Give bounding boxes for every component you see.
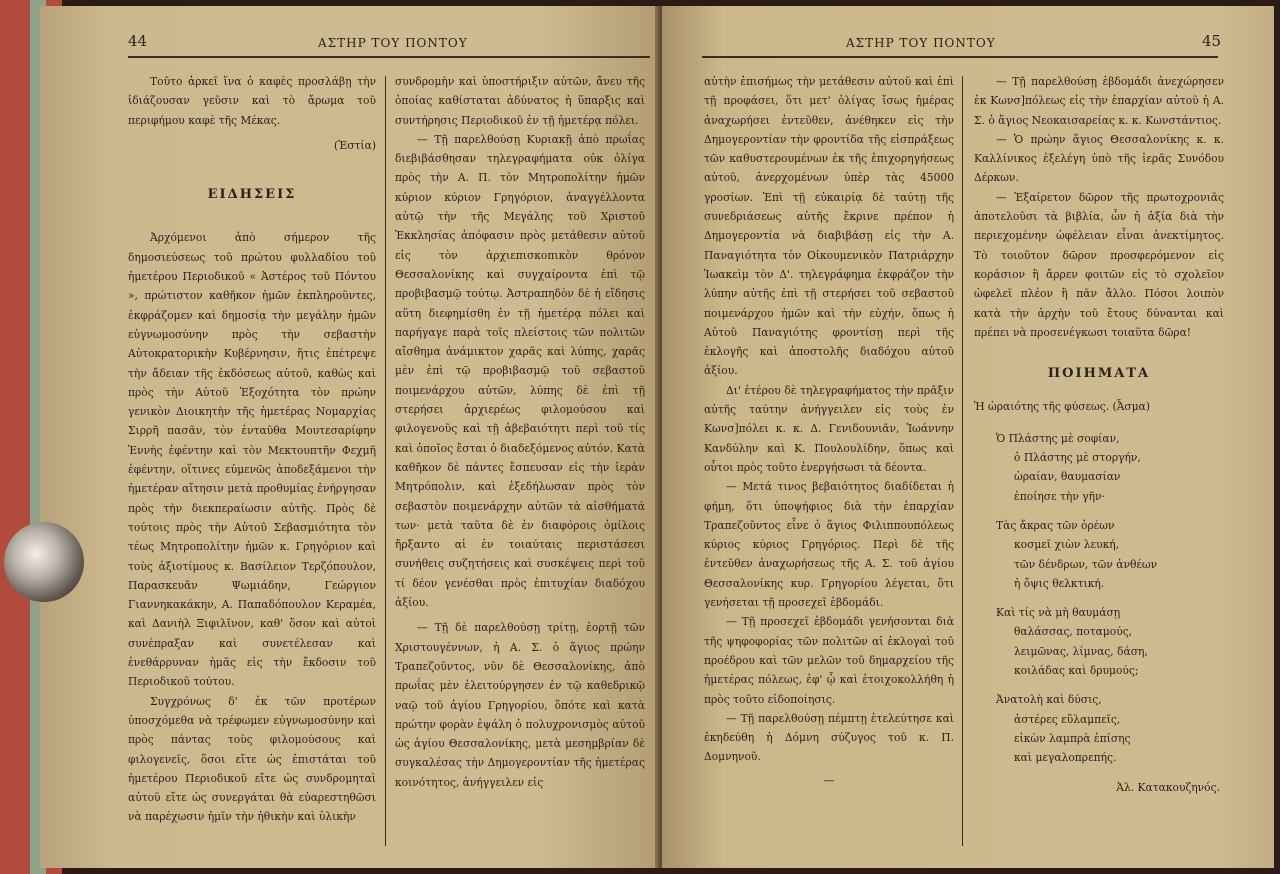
poem-line: εἰκὼν λαμπρὰ ἐπίσης — [1014, 731, 1131, 745]
stanza-gap — [974, 680, 1224, 690]
poem-line: θαλάσσας, ποταμούς, — [1014, 625, 1133, 639]
right-page — [662, 6, 1274, 868]
column-divider — [385, 76, 386, 846]
running-head: ΑΣΤΗΡ ΤΟΥ ΠΟΝΤΟΥ — [318, 36, 468, 50]
poem-line: κοιλάδας καὶ δρυμούς; — [1014, 664, 1139, 678]
poem-author: Ἀλ. Κατακουζηνός. — [1116, 780, 1220, 794]
column-left — [704, 72, 954, 790]
paragraph: — Ὁ πρώην ἅγιος Θεσσαλονίκης κ. κ. Καλλίνικος ἐξελέγη ὑπὸ τῆς ἱερᾶς Συνόδου Δέρκων. — [974, 132, 1224, 185]
end-dash: — — [823, 773, 835, 787]
poem-line: ὁ Πλάστης μὲ στοργήν, — [1014, 451, 1141, 465]
paragraph: — Τῇ παρελθούσῃ ἑβδομάδι ἀνεχώρησεν ἐκ Κωνσ]πόλεως εἰς τὴν ἐπαρχίαν αὐτοῦ ἡ Α. Σ. ὁ ἅγιος Νεοκαισαρείας κ. κ. Κωνστάντιος. — [974, 75, 1224, 127]
paragraph: αὐτὴν ἐπισήμως τὴν μετάθεσιν αὐτοῦ καὶ ἐπὶ τῇ προφάσει, ὅτι μετ' ὀλίγας ἴσως ἡμέρας ἀναχωρήσει ἐντεῦθεν, ἀνέθηκεν εἰς τὴν Δημογεροντίαν τὴν φροντίδα τῆς εἰσπράξεως τῶν καθυστερουμένων ἐκ τῆς ἐπιχορηγήσεως αὐτοῦ, ἀνερχομένων ὑπὲρ τὰς 45000 γροσίων. Ἐπὶ τῇ εὐκαιρίᾳ δὲ ταύτῃ τῆς συνεδριάσεως αὐτῆς ἔκρινε πρέπον ἡ Δημογεροντία νὰ διαβιβάσῃ εἰς τὴν Α. Παναγιότητα τὸν Οἰκουμενικὸν Πατριάρχην Ἰωακεὶμ τὸν Δ'. τηλεγράφημα ἐκφράζον τὴν λύπην αὐτῆς ἐπὶ τῇ στερήσει τοῦ σεβαστοῦ ποιμενάρχου ἡμῶν καὶ τὴν εὐχήν, ὅπως ἡ Αὐτοῦ Παναγιότης φροντίσῃ περὶ τῆς ἐκλογῆς καὶ ἀποστολῆς διαδόχου αὐτοῦ ἀξίου. — [704, 75, 954, 378]
section-heading: ΠΟΙΗΜΑΤΑ — [1047, 366, 1151, 382]
source-credit: (Ἑστία) — [334, 138, 376, 152]
paragraph: — Τῇ δὲ παρελθούσῃ τρίτῃ, ἑορτῇ τῶν Χριστουγέννων, ἡ Α. Σ. ὁ ἅγιος πρώην Τραπεζοῦντος, νῦν δὲ Θεσσαλονίκης, ἀπὸ πρωΐας μὲν ἐλειτούργησεν ἐν τῷ καθεδρικῷ ναῷ τοῦ ἁγίου Γρηγορίου, ὅπότε καὶ κατὰ πρώτην φορὰν ἐψάλη ὁ πολυχρονισμὸς αὐτοῦ ὡς ἁγίου Θεσσαλονίκης, μετὰ μεσημβρίαν δὲ συγκαλέσας τὴν Δημογεροντίαν τῆς ἡμετέρας κοινότητος, ἀνήγγειλεν εἰς — [395, 621, 645, 789]
paragraph: Τοῦτο ἀρκεῖ ἵνα ὁ καφὲς προσλάβῃ τὴν ἰδιάζουσαν γεῦσιν καὶ τὸ ἄρωμα τοῦ περιφήμου καφὲ τῆς Μέκας. — [128, 75, 376, 127]
paragraph: — Τῇ παρελθούσῃ πέμπτῃ ἐτελεύτησε καὶ ἐκηδεύθη ἡ Δόμνη σύζυγος τοῦ κ. Π. Δομνηνοῦ. — [704, 711, 954, 764]
poem-line: Τὰς ἄκρας τῶν ὀρέων — [996, 518, 1115, 532]
poem-title: Ἡ ὡραιότης τῆς φύσεως. (Ἆσμα) — [974, 400, 1151, 414]
paragraph: — Τῇ προσεχεῖ ἑβδομάδι γενήσονται διὰ τῆς ψηφοφορίας τῶν πολιτῶν αἱ ἐκλογαὶ τοῦ προέδρου καὶ τῶν μελῶν τοῦ δημαρχείου τῆς ἡμετέρας πόλεως, ἐφ' ᾧ καὶ ἑτοιχοκολλήθη ἡ πρὸς τοῦτο εἰδοποίησις. — [704, 615, 954, 706]
column-divider — [962, 76, 963, 846]
paragraph: Ἀρχόμενοι ἀπὸ σήμερον τῆς δημοσιεύσεως τοῦ πρώτου φυλλαδίου τοῦ ἡμετέρου Περιοδικοῦ « Ἀστέρος τοῦ Πόντου », πρώτιστον καθῆκον ἡμῶν ἐκπληροῦντες, ἐκφράζομεν καὶ δημοσίᾳ τὴν μεγάλην ἡμῶν εὐγνωμοσύνην πρὸς τὴν σεβαστὴν Αὐτοκρατορικὴν Κυβέρνησιν, ἥτις ἐπέτρεψε τὴν ἄδειαν τῆς ἐκδόσεως αὐτοῦ, καθὼς καὶ πρὸς τὴν Αὐτοῦ Ἐξοχότητα τὸν πρώην γενικὸν Διοικητὴν τῆς ἡμετέρας Νομαρχίας Σιρρῆ πασᾶν, τὸν ἐνταῦθα Μουτεσαρίφην Ἐννὴς ἐφέντην καὶ τὸν Μεκτουπτῆν Φεχμῆ ἐφέντην, οἵτινες εὐμενῶς ἀποδεξάμενοι τὴν ἡμετέραν αἴτησιν μετὰ προθυμίας ἐνήργησαν πρὸς τὴν διεκπεραίωσιν αὐτῆς. Πρὸς δὲ τούτοις πρὸς τὴν Αὐτοῦ Σεβασμιότητα τὸν τέως Μητροπολίτην ἡμῶν κ. Γρηγόριον καὶ τοὺς ἀξιοτίμους κ. Βασίλειον Τερζόπουλον, Παρασκευᾶν Ψωμιάδην, Γεώργιον Γιαννηκακάκην, Α. Παπαδόπουλον Κεραμέα, καὶ Δανιὴλ Ξιφιλῖνον, καθ' ὅσον καὶ αὐτοὶ συνέπραξαν καὶ συνετέλεσαν καὶ ἐνεθάρρυναν ἡμᾶς εἰς τὴν ἔκδοσιν τοῦ Περιοδικοῦ τούτου. — [128, 231, 376, 689]
running-head: ΑΣΤΗΡ ΤΟΥ ΠΟΝΤΟΥ — [846, 36, 996, 50]
column-right — [395, 72, 645, 792]
poem-line: τῶν δένδρων, τῶν ἀνθέων — [1014, 557, 1158, 571]
paragraph: — Μετά τινος βεβαιότητος διαδίδεται ἡ φήμη, ὅτι ὑποψήφιος διὰ τὴν ἐπαρχίαν Τραπεζοῦντος εἶνε ὁ ἅγιος Φιλιππουπόλεως κύριος κύριος Γρηγόριος. Περὶ δὲ τῆς ἐντεῦθεν ἀναχωρήσεως τῆς Α. Σ. τοῦ ἁγίου Θεσσαλονίκης κυρ. Γρηγορίου λέγεται, ὅτι γενήσεται τῇ προσεχεῖ ἑβδομάδι. — [704, 480, 954, 610]
stanza-gap — [974, 593, 1224, 603]
column-right — [974, 72, 1224, 797]
poem-line: ἐποίησε τὴν γῆν· — [1014, 489, 1105, 503]
paragraph: — Ἐξαίρετον δῶρον τῆς πρωτοχρονιᾶς ἀποτελοῦσι τὰ βιβλία, ὧν ἡ ἀξία διὰ τὴν περιεχομένην ὠφέλειαν εἶναι ἀνεκτίμητος. Τὸ τοιοῦτον δῶρον προσφερόμενον εἰς κοράσιον ἢ ἄρρεν φοιτῶν εἰς τὸ σχολεῖον ὠφελεῖ πλέον ἢ πᾶν ἄλλο. Πόσοι λοιπὸν κατὰ τὴν ἀρχὴν τοῦ ἔτους δύνανται καὶ πρέπει νὰ προσενέγκωσι τοιαῦτα δῶρα! — [974, 190, 1224, 339]
page-number: 45 — [1202, 32, 1222, 50]
book-clasp — [4, 522, 84, 602]
poem-line: Ὁ Πλάστης μὲ σοφίαν, — [996, 431, 1120, 445]
poem-line: ἀστέρες εὔλαμπεῖς, — [1014, 712, 1121, 726]
header-rule — [128, 56, 650, 58]
paragraph: συνδρομὴν καὶ ὑποστήριξιν αὐτῶν, ἄνευ τῆς ὁποίας καθίσταται ἀδύνατος ἡ ὕπαρξις καὶ συντήρησις Περιοδικοῦ ἐν τῇ ἡμετέρᾳ πόλει. — [395, 75, 645, 127]
poem-line: ἡ ὄψις θελκτική. — [1014, 576, 1105, 590]
left-page — [40, 6, 658, 868]
poem-line: λειμῶνας, λίμνας, δάση, — [1014, 644, 1148, 658]
paragraph: Συγχρόνως δ' ἐκ τῶν προτέρων ὑποσχόμεθα νὰ τρέφωμεν εὐγνωμοσύνην καὶ πρὸς πάντας τοὺς φιλομούσους καὶ φιλογενεῖς, ὅσοι εἴτε ὡς ἐπιστάται τοῦ ἡμετέρου Περιοδικοῦ εἴτε ὡς συνδρομηταὶ αὐτοῦ εἴτε ὡς συνεργάται θὰ εὐαρεστηθῶσι νὰ παρέχωσιν ἡμῖν τὴν ἠθικὴν καὶ ὑλικὴν — [128, 694, 376, 824]
header-rule — [702, 56, 1218, 58]
poem-line: καὶ μεγαλοπρεπής. — [1014, 751, 1117, 765]
poem-line: Ἀνατολὴ καὶ δύσις, — [996, 693, 1102, 707]
stanza-gap — [974, 506, 1224, 516]
poem-line: Καὶ τίς νὰ μὴ θαυμάσῃ — [996, 606, 1121, 620]
poem-line: ὡραίαν, θαυμασίαν — [1014, 470, 1121, 484]
poem — [974, 429, 1224, 768]
column-left — [128, 72, 376, 827]
paragraph: — Τῇ παρελθούσῃ Κυριακῇ ἀπὸ πρωΐας διεβιβάσθησαν τηλεγραφήματα οὐκ ὀλίγα πρὸς τὴν Α. Π. τὸν Μητροπολίτην ἡμῶν κύριον κύριον Γρηγόριον, ἀναγγέλλοντα αὐτῷ τὴν τῆς Μεγάλης τοῦ Χριστοῦ Ἐκκλησίας ἀπόφασιν πρὸς μετάθεσιν αὐτοῦ εἰς τὸν ἀρχιεπισκοπικὸν θρόνον Θεσσαλονίκης καὶ συγχαίροντα ἐπὶ τῷ προβιβασμῷ τούτῳ. Ἀστραπηδὸν δὲ ἡ εἴδησις αὕτη διεφημίσθη ἐν τῇ ἡμετέρᾳ πόλει καὶ παρήγαγε παρὰ τοῖς πλείστοις τῶν πολιτῶν αἴσθημα ἀνάμικτον χαρᾶς καὶ λύπης, χαρᾶς μὲν ἐπὶ τῷ προβιβασμῷ τοῦ σεβαστοῦ ποιμενάρχου αὐτῶν, λύπης δὲ ἐπὶ τῇ στερήσει ἀρχιερέως φιλομούσου καὶ φιλογενοῦς καὶ τῇ ἀβεβαιότητι περὶ τοῦ τίς καὶ ὁποῖος ἔσται ὁ διαδεξόμενος αὐτόν. Κατὰ καθῆκον δὲ πάντες ἔσπευσαν εἰς τὴν ἱερὰν Μητρόπολιν, καὶ ἐξεδήλωσαν πρὸς τὸν σεβαστὸν ποιμενάρχην αὐτῶν τὰ αἰσθήματά των· μετὰ ταῦτα δὲ ἐν διαφόροις ὁμίλοις ἤρξαντο αἱ ἐν τοιαύταις περιστάσεσι συνήθεις συζητήσεις καὶ συσκέψεις περὶ τοῦ τί δέον γενέσθαι πρὸς ἐπιτυχίαν διαδόχου ἀξίου. — [395, 132, 645, 610]
section-heading: ΕΙΔΗΣΕΙΣ — [207, 187, 297, 203]
poem-line: κοσμεῖ χιὼν λευκή, — [1014, 538, 1120, 552]
paragraph: Δι' ἑτέρου δὲ τηλεγραφήματος τὴν πρᾶξιν αὐτῆς ταύτην ἀνήγγειλεν εἰς τοὺς ἐν Κωνσ]πόλει κ. κ. Δ. Γενιδουνιᾶν, Ἰωάννην Κανδύλην καὶ Κ. Πουλουλίδην, ὅπως καὶ οὗτοι πρὸς τοῦτο ἐνεργήσωσι τὰ δέοντα. — [704, 383, 954, 474]
page-number: 44 — [128, 32, 148, 50]
